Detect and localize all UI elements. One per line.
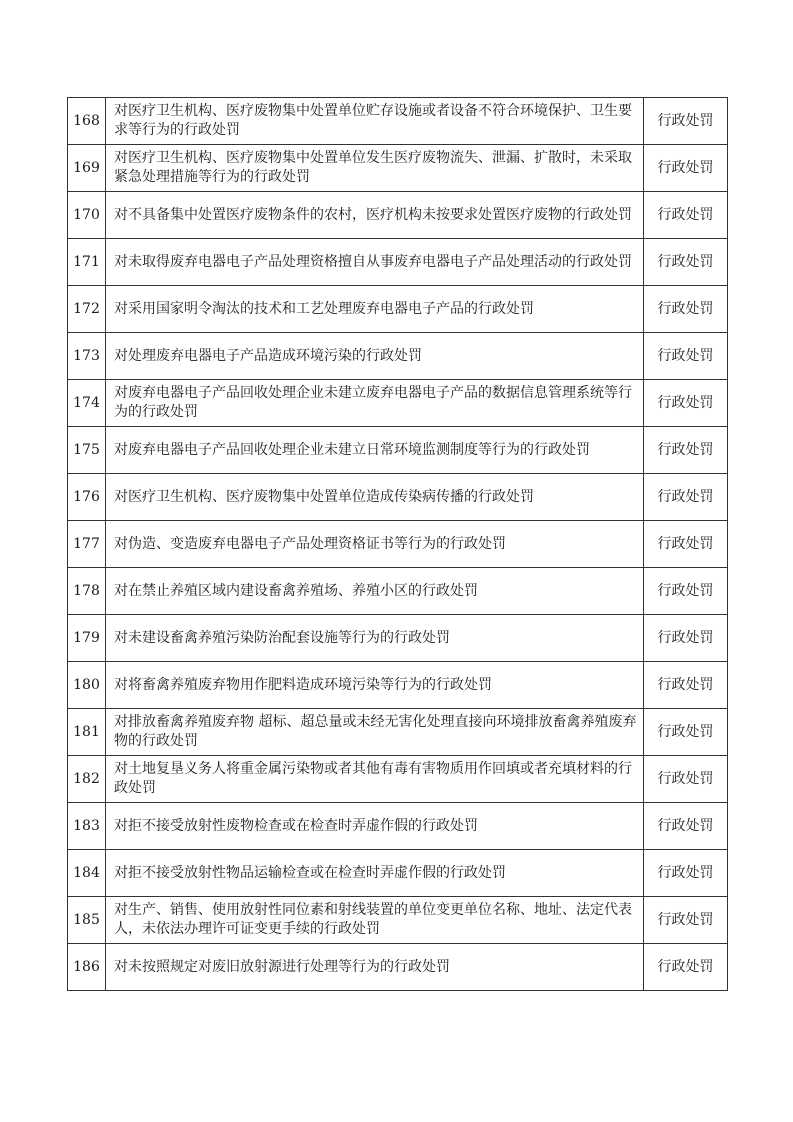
- item-number: 182: [68, 756, 106, 803]
- item-name: 对未取得废弃电器电子产品处理资格擅自从事废弃电器电子产品处理活动的行政处罚: [106, 239, 644, 286]
- table-row: [68, 662, 728, 709]
- table-row: [68, 380, 728, 427]
- item-name: 对采用国家明令淘汰的技术和工艺处理废弃电器电子产品的行政处罚: [106, 286, 644, 333]
- table-row: [68, 850, 728, 897]
- item-type: 行政处罚: [644, 850, 728, 897]
- item-type: 行政处罚: [644, 192, 728, 239]
- item-type: 行政处罚: [644, 756, 728, 803]
- table-row: [68, 756, 728, 803]
- item-number: 174: [68, 380, 106, 427]
- item-number: 185: [68, 897, 106, 944]
- item-type: 行政处罚: [644, 427, 728, 474]
- item-name: 对医疗卫生机构、医疗废物集中处置单位发生医疗废物流失、泄漏、扩散时，未采取紧急处理措施等行为的行政处罚: [106, 145, 644, 192]
- item-number: 186: [68, 944, 106, 991]
- item-number: 181: [68, 709, 106, 756]
- table-row: [68, 145, 728, 192]
- item-type: 行政处罚: [644, 568, 728, 615]
- item-type: 行政处罚: [644, 662, 728, 709]
- item-type: 行政处罚: [644, 803, 728, 850]
- item-number: 177: [68, 521, 106, 568]
- item-name: 对伪造、变造废弃电器电子产品处理资格证书等行为的行政处罚: [106, 521, 644, 568]
- item-type: 行政处罚: [644, 380, 728, 427]
- item-name: 对拒不接受放射性物品运输检查或在检查时弄虚作假的行政处罚: [106, 850, 644, 897]
- item-type: 行政处罚: [644, 944, 728, 991]
- item-name: 对处理废弃电器电子产品造成环境污染的行政处罚: [106, 333, 644, 380]
- document-page: [67, 97, 727, 991]
- table-row: [68, 568, 728, 615]
- table-row: [68, 944, 728, 991]
- item-number: 176: [68, 474, 106, 521]
- item-name: 对土地复垦义务人将重金属污染物或者其他有毒有害物质用作回填或者充填材料的行政处罚: [106, 756, 644, 803]
- item-name: 对未按照规定对废旧放射源进行处理等行为的行政处罚: [106, 944, 644, 991]
- table-row: [68, 803, 728, 850]
- item-type: 行政处罚: [644, 286, 728, 333]
- item-name: 对不具备集中处置医疗废物条件的农村，医疗机构未按要求处置医疗废物的行政处罚: [106, 192, 644, 239]
- item-name: 对生产、销售、使用放射性同位素和射线装置的单位变更单位名称、地址、法定代表人，未依法办理许可证变更手续的行政处罚: [106, 897, 644, 944]
- item-type: 行政处罚: [644, 239, 728, 286]
- item-name: 对废弃电器电子产品回收处理企业未建立日常环境监测制度等行为的行政处罚: [106, 427, 644, 474]
- item-number: 172: [68, 286, 106, 333]
- item-number: 170: [68, 192, 106, 239]
- table-row: [68, 521, 728, 568]
- item-number: 184: [68, 850, 106, 897]
- item-type: 行政处罚: [644, 615, 728, 662]
- table-row: [68, 427, 728, 474]
- item-type: 行政处罚: [644, 98, 728, 145]
- table-row: [68, 239, 728, 286]
- item-type: 行政处罚: [644, 709, 728, 756]
- item-name: 对排放畜禽养殖废弃物 超标、超总量或未经无害化处理直接向环境排放畜禽养殖废弃物的行政处罚: [106, 709, 644, 756]
- item-number: 183: [68, 803, 106, 850]
- item-type: 行政处罚: [644, 145, 728, 192]
- item-number: 171: [68, 239, 106, 286]
- penalty-items-table: [67, 97, 728, 991]
- table-row: [68, 192, 728, 239]
- table-row: [68, 333, 728, 380]
- item-type: 行政处罚: [644, 521, 728, 568]
- item-number: 169: [68, 145, 106, 192]
- item-name: 对将畜禽养殖废弃物用作肥料造成环境污染等行为的行政处罚: [106, 662, 644, 709]
- table-row: [68, 615, 728, 662]
- table-row: [68, 98, 728, 145]
- item-number: 168: [68, 98, 106, 145]
- item-number: 178: [68, 568, 106, 615]
- item-type: 行政处罚: [644, 897, 728, 944]
- table-row: [68, 709, 728, 756]
- table-row: [68, 474, 728, 521]
- item-number: 175: [68, 427, 106, 474]
- item-type: 行政处罚: [644, 333, 728, 380]
- item-type: 行政处罚: [644, 474, 728, 521]
- item-name: 对在禁止养殖区域内建设畜禽养殖场、养殖小区的行政处罚: [106, 568, 644, 615]
- item-name: 对拒不接受放射性废物检查或在检查时弄虚作假的行政处罚: [106, 803, 644, 850]
- table-row: [68, 286, 728, 333]
- item-name: 对医疗卫生机构、医疗废物集中处置单位造成传染病传播的行政处罚: [106, 474, 644, 521]
- table-row: [68, 897, 728, 944]
- item-name: 对医疗卫生机构、医疗废物集中处置单位贮存设施或者设备不符合环境保护、卫生要求等行为的行政处罚: [106, 98, 644, 145]
- item-number: 180: [68, 662, 106, 709]
- item-number: 173: [68, 333, 106, 380]
- item-name: 对废弃电器电子产品回收处理企业未建立废弃电器电子产品的数据信息管理系统等行为的行政处罚: [106, 380, 644, 427]
- item-number: 179: [68, 615, 106, 662]
- item-name: 对未建设畜禽养殖污染防治配套设施等行为的行政处罚: [106, 615, 644, 662]
